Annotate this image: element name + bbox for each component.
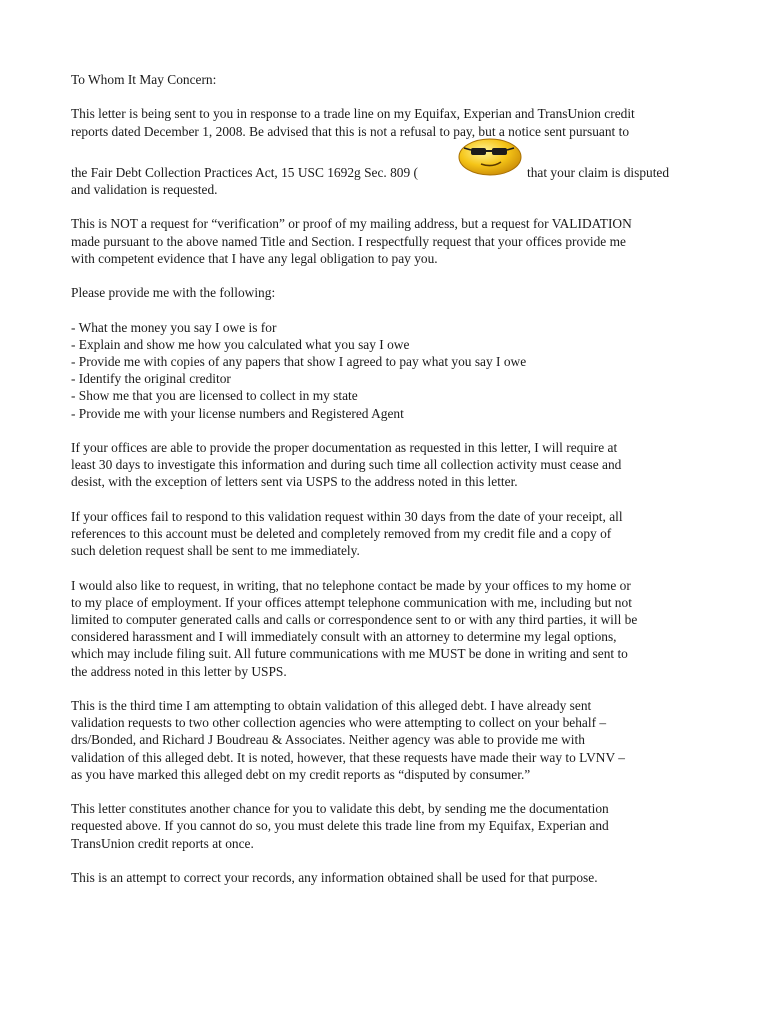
list-item: - Explain and show me how you calculated what you say I owe: [71, 336, 410, 352]
paragraph-line: validation of this alleged debt. It is noted, however, that these requests have made their way to LVNV –: [71, 749, 625, 765]
paragraph-validation-request: [71, 215, 701, 267]
paragraph-telephone-contact: [71, 577, 701, 680]
paragraph-trade-line: [71, 105, 701, 198]
paragraph-line: considered harassment and I will immediately consult with an attorney to determine my legal options,: [71, 629, 617, 645]
list-item: - Provide me with copies of any papers that show I agreed to pay what you say I owe: [71, 353, 527, 369]
paragraph-line: as you have marked this alleged debt on my credit reports as “disputed by consumer.”: [71, 766, 531, 782]
paragraph-line: If your offices are able to provide the proper documentation as requested in this letter, I will require at: [71, 439, 618, 455]
list-item: - Show me that you are licensed to collect in my state: [71, 388, 358, 404]
paragraph-line: the Fair Debt Collection Practices Act, 15 USC 1692g Sec. 809 (: [71, 164, 418, 180]
paragraph-line: to my place of employment. If your offices attempt telephone communication with me, including but not: [71, 594, 632, 610]
paragraph-line: I would also like to request, in writing, that no telephone contact be made by your offices to my home or: [71, 577, 631, 593]
paragraph-closing: This is an attempt to correct your records, any information obtained shall be used for that purpose.: [71, 869, 598, 885]
cool-sunglasses-smiley-icon: [457, 137, 523, 177]
paragraph-documentation: [71, 439, 701, 491]
paragraph-line: This letter is being sent to you in response to a trade line on my Equifax, Experian and TransUnion credit: [71, 106, 635, 122]
request-list: [71, 319, 701, 422]
paragraph-line: least 30 days to investigate this information and during such time all collection activity must cease and: [71, 457, 622, 473]
list-item: - Identify the original creditor: [71, 371, 231, 387]
paragraph-line: such deletion request shall be sent to me immediately.: [71, 543, 360, 559]
paragraph-line: with competent evidence that I have any legal obligation to pay you.: [71, 250, 438, 266]
paragraph-line: made pursuant to the above named Title and Section. I respectfully request that your offices provide me: [71, 233, 626, 249]
paragraph-line: the address noted in this letter by USPS.: [71, 663, 287, 679]
paragraph-line: This is NOT a request for “verification” or proof of my mailing address, but a request for VALIDATION: [71, 216, 632, 232]
paragraph-line: which may include filing suit. All future communications with me MUST be done in writing and sent to: [71, 646, 628, 662]
paragraph-line: limited to computer generated calls and calls or correspondence sent to or with any third parties, it will be: [71, 611, 638, 627]
paragraph-line-with-emoticon: [71, 164, 701, 181]
paragraph-provide-following: Please provide me with the following:: [71, 285, 276, 301]
paragraph-line: This letter constitutes another chance for you to validate this debt, by sending me the documentation: [71, 801, 609, 817]
salutation: To Whom It May Concern:: [71, 72, 217, 87]
paragraph-line: references to this account must be deleted and completely removed from my credit file and a copy of: [71, 525, 612, 541]
paragraph-line: and validation is requested.: [71, 182, 218, 197]
paragraph-line: If your offices fail to respond to this validation request within 30 days from the date of your receipt, all: [71, 508, 623, 524]
paragraph-fail-to-respond: [71, 508, 701, 560]
paragraph-another-chance: [71, 800, 701, 852]
paragraph-line: desist, with the exception of letters sent via USPS to the address noted in this letter.: [71, 474, 518, 490]
paragraph-line: reports dated December 1, 2008. Be advised that this is not a refusal to pay, but a notice sent pursuant to: [71, 123, 630, 139]
paragraph-line: requested above. If you cannot do so, you must delete this trade line from my Equifax, Experian and: [71, 818, 609, 834]
paragraph-line: validation requests to two other collection agencies who were attempting to collect on your behalf –: [71, 715, 607, 731]
paragraph-line: drs/Bonded, and Richard J Boudreau & Associates. Neither agency was able to provide me with: [71, 732, 585, 748]
paragraph-line: TransUnion credit reports at once.: [71, 835, 254, 851]
list-item: - Provide me with your license numbers and Registered Agent: [71, 405, 404, 421]
paragraph-line: This is the third time I am attempting to obtain validation of this alleged debt. I have already sent: [71, 697, 592, 713]
letter-body: [71, 71, 701, 903]
paragraph-third-time: [71, 697, 701, 783]
list-item: - What the money you say I owe is for: [71, 319, 277, 335]
paragraph-line: that your claim is disputed: [527, 164, 670, 180]
